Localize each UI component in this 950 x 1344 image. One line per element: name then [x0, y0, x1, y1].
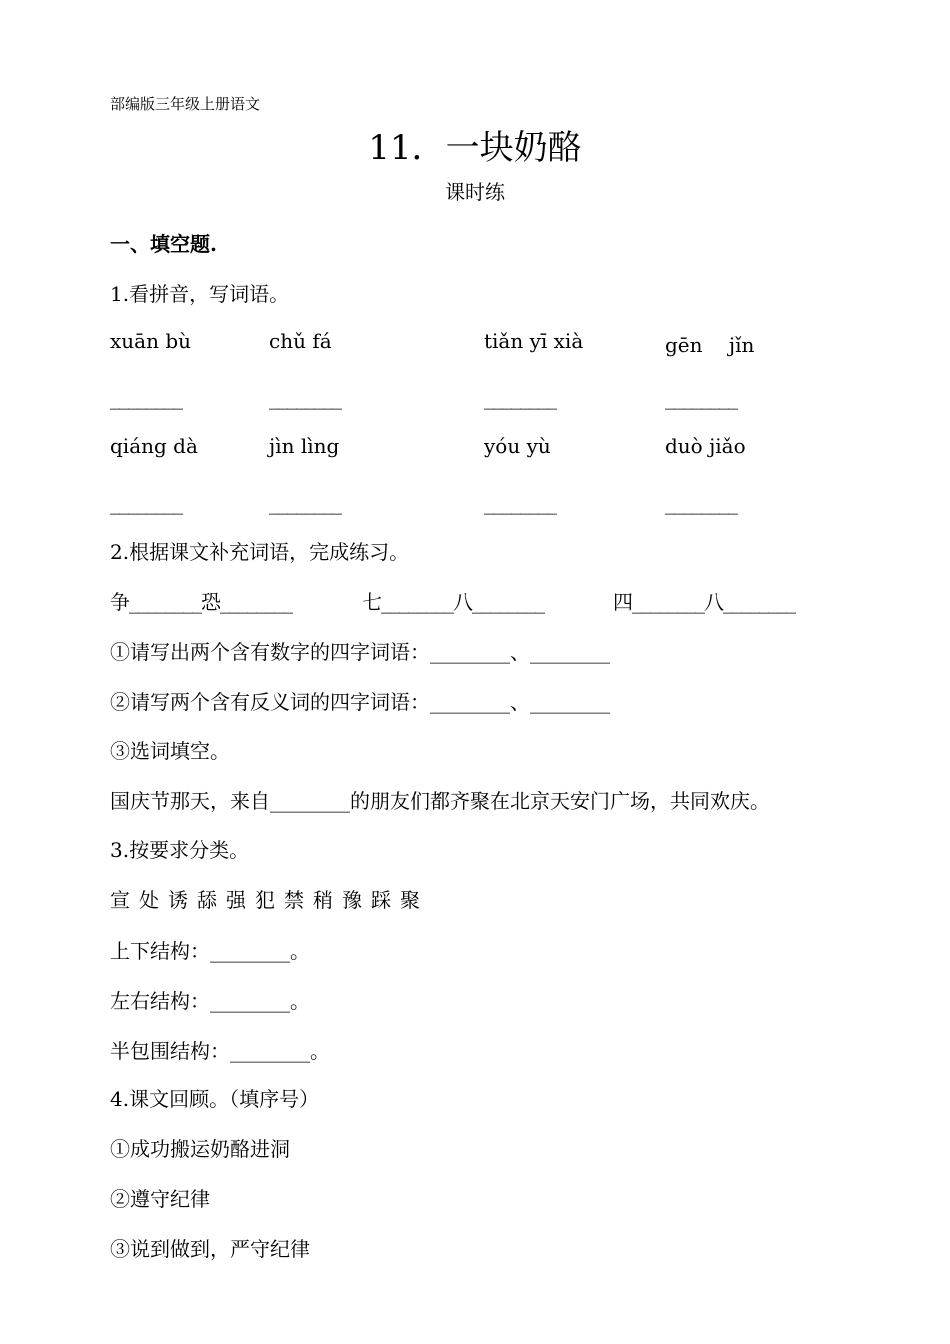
q2-sub-question-1: ①请写出两个含有数字的四字词语：________、________: [110, 640, 610, 664]
q3-char: 犯: [255, 888, 275, 912]
q2-sub-question-3: ③选词填空。: [110, 739, 230, 763]
q1-answer-blank-8[interactable]: ________: [665, 491, 737, 515]
page-subtitle: 课时练: [445, 180, 505, 204]
q3-char: 舔: [197, 888, 217, 912]
q1-pinyin-6: jìn lìng: [269, 434, 340, 458]
q1-answer-blank-2[interactable]: ________: [269, 386, 341, 410]
q3-char: 宣: [110, 888, 130, 912]
q1-pinyin-2: chǔ fá: [269, 329, 332, 353]
q2-idiom-1[interactable]: 争________恐________: [110, 590, 292, 614]
q4-option-1: ①成功搬运奶酪进洞: [110, 1137, 290, 1161]
q3-category-left-right: 左右结构：________。: [110, 989, 310, 1013]
q2-prompt: 2.根据课文补充词语，完成练习。: [110, 540, 410, 564]
q3-character-list: [110, 884, 429, 913]
page-title: 11．一块奶酪: [368, 128, 582, 168]
q3-char: 稍: [313, 888, 333, 912]
q3-char: 禁: [284, 888, 304, 912]
q1-answer-blank-6[interactable]: ________: [269, 491, 341, 515]
q1-answer-blank-7[interactable]: ________: [484, 491, 556, 515]
q1-answer-blank-1[interactable]: ________: [110, 386, 182, 410]
q1-pinyin-4: gēn jǐn: [665, 333, 755, 357]
q1-answer-blank-5[interactable]: ________: [110, 491, 182, 515]
q2-idiom-2[interactable]: 七________八________: [362, 590, 544, 614]
q1-pinyin-7: yóu yù: [484, 434, 551, 458]
q3-char: 聚: [400, 888, 420, 912]
q1-pinyin-5: qiáng dà: [110, 434, 198, 458]
q1-pinyin-1: xuān bù: [110, 329, 192, 353]
q3-char: 强: [226, 888, 246, 912]
q1-pinyin-3: tiǎn yī xià: [484, 329, 584, 353]
q3-char: 豫: [342, 888, 362, 912]
q1-answer-blank-4[interactable]: ________: [665, 386, 737, 410]
q3-category-top-bottom: 上下结构：________。: [110, 939, 310, 963]
q4-prompt: 4.课文回顾。（填序号）: [110, 1087, 320, 1111]
q4-option-3: ③说到做到，严守纪律: [110, 1237, 310, 1261]
section-title: 一、填空题.: [110, 232, 217, 256]
q2-fill-sentence: 国庆节那天，来自________的朋友们都齐聚在北京天安门广场，共同欢庆。: [110, 789, 770, 813]
q3-category-half-enclosed: 半包围结构：________。: [110, 1039, 330, 1063]
q4-option-2: ②遵守纪律: [110, 1187, 210, 1211]
q3-char: 处: [139, 888, 159, 912]
q2-sub-question-2: ②请写两个含有反义词的四字词语：________、________: [110, 690, 610, 714]
q3-prompt: 3.按要求分类。: [110, 838, 250, 862]
q1-pinyin-8: duò jiǎo: [665, 434, 746, 458]
q2-idiom-3[interactable]: 四________八________: [613, 590, 795, 614]
q3-char: 踩: [371, 888, 391, 912]
q1-answer-blank-3[interactable]: ________: [484, 386, 556, 410]
q1-prompt: 1.看拼音，写词语。: [110, 282, 290, 306]
q3-char: 诱: [168, 888, 188, 912]
document-header: 部编版三年级上册语文: [110, 95, 261, 113]
